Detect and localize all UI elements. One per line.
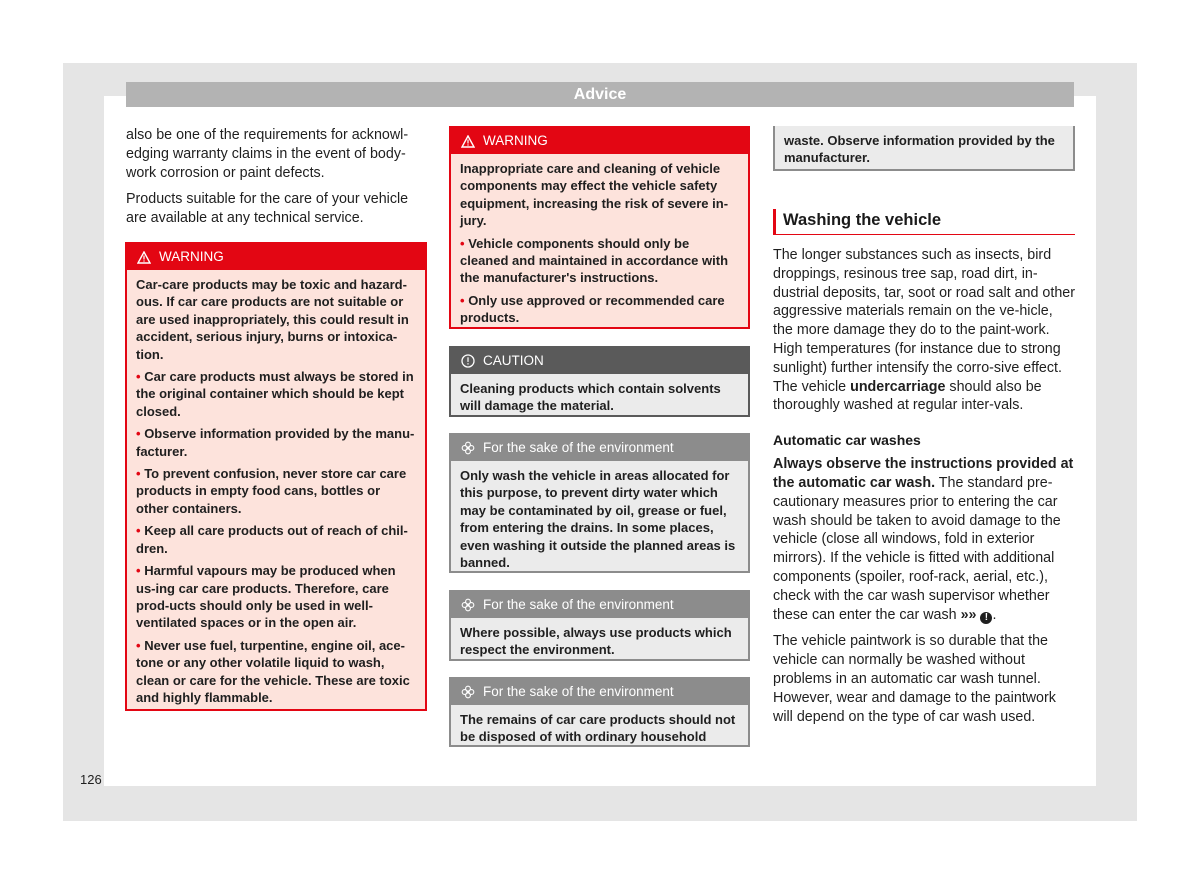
list-item: • Observe information provided by the manu-facturer. bbox=[136, 426, 415, 459]
continued-text: waste. Observe information provided by the manufacturer. bbox=[784, 133, 1055, 166]
environment-text: Where possible, always use products which respect the environment. bbox=[460, 625, 732, 658]
environment-body bbox=[451, 461, 748, 576]
list-item: • Vehicle components should only be cleaned and maintained in accordance with the manufacturer's instructions. bbox=[460, 235, 729, 286]
list-item: • Never use fuel, turpentine, engine oil, ace-tone or any other volatile liquid to wash, clean or care for the vehicle. These are toxic and highly flammable. bbox=[136, 637, 410, 705]
warning-box-care-products bbox=[125, 242, 427, 711]
environment-box-products bbox=[449, 590, 750, 661]
bullet-icon: • bbox=[460, 292, 465, 308]
warning-box-header bbox=[127, 244, 425, 270]
warning-intro: Car-care products may be toxic and hazard-ous. If car care products are not suitable or are used inappropriately, this could result in accident, serious injury, burns or intoxica-tion. bbox=[136, 277, 409, 362]
list-item: • To prevent confusion, never store car care products in empty food cans, bottles or other containers. bbox=[136, 466, 407, 516]
paintwork-paragraph: The vehicle paintwork is so durable that the vehicle can normally be washed without problems in an automatic car wash tunnel. However, wear and damage to the paintwork will depend on the type of car wash used. bbox=[773, 633, 1056, 725]
warning-title: WARNING bbox=[159, 249, 224, 264]
warning-box-header bbox=[451, 128, 748, 154]
environment-box-header bbox=[451, 592, 748, 618]
continue-arrows: »» bbox=[960, 606, 977, 623]
list-item: • Keep all care products out of reach of chil-dren. bbox=[136, 523, 408, 556]
environment-box-header bbox=[451, 435, 748, 461]
bullet-icon: • bbox=[136, 466, 141, 482]
caution-title: CAUTION bbox=[483, 353, 544, 368]
list-item: • Car care products must always be stored in the original container which should be kept closed. bbox=[136, 369, 414, 419]
environment-title: For the sake of the environment bbox=[483, 440, 674, 455]
washing-paragraph: The longer substances such as insects, bird droppings, resinous tree sap, road dirt, in-dustrial deposits, tar, soot or road salt and other aggressive materials remain on the ve-hicle, the more damage they do to the paint-work. High temperatures (for instance due to strong sunlight) further intensify the corro-sive effect. The vehicle undercarriage should also be thoroughly washed at regular inter-vals. bbox=[773, 247, 1075, 414]
environment-body bbox=[451, 705, 748, 751]
bullet-icon: • bbox=[460, 235, 465, 251]
warning-box-inappropriate-care bbox=[449, 126, 750, 329]
subhead-automatic-car-washes: Automatic car washes bbox=[773, 432, 921, 449]
flower-icon bbox=[461, 598, 475, 612]
flower-icon bbox=[461, 685, 475, 699]
caution-body bbox=[451, 374, 748, 420]
list-item: • Only use approved or recommended care products. bbox=[460, 292, 725, 326]
environment-text: Only wash the vehicle in areas allocated for this purpose, to prevent dirty water which may be contaminated by oil, grease or fuel, from entering the drains. In some places, even washing it outside the planned areas is banned. bbox=[460, 468, 736, 571]
environment-title: For the sake of the environment bbox=[483, 684, 674, 699]
warning-title: WARNING bbox=[483, 133, 548, 148]
page-number: 126 bbox=[80, 772, 102, 787]
bullet-icon: • bbox=[136, 523, 141, 539]
caution-box bbox=[449, 346, 750, 417]
column-1 bbox=[126, 126, 426, 228]
products-paragraph: Products suitable for the care of your vehicle are available at any technical service. bbox=[126, 191, 409, 227]
environment-box-header bbox=[451, 679, 748, 705]
environment-text: The remains of car care products should not be disposed of with ordinary household bbox=[460, 712, 736, 745]
bullet-icon: • bbox=[136, 426, 141, 442]
caution-text: Cleaning products which contain solvents will damage the material. bbox=[460, 381, 721, 414]
section-title-washing: Washing the vehicle bbox=[773, 209, 1075, 235]
continued-box-body bbox=[775, 126, 1073, 172]
environment-box-wash-areas bbox=[449, 433, 750, 573]
exclamation-circle-icon: ! bbox=[980, 612, 992, 624]
warning-intro: Inappropriate care and cleaning of vehicle components may effect the vehicle safety equipment, increasing the risk of severe in-jury. bbox=[460, 161, 729, 229]
bullet-icon: • bbox=[136, 563, 141, 579]
caution-circle-icon bbox=[461, 354, 475, 368]
environment-box-remains bbox=[449, 677, 750, 747]
environment-body bbox=[451, 618, 748, 664]
caution-box-header bbox=[451, 348, 748, 374]
warning-body bbox=[127, 270, 425, 711]
intro-paragraph: also be one of the requirements for acknowl-edging warranty claims in the event of body-work corrosion or paint defects. bbox=[126, 127, 409, 181]
warning-triangle-icon bbox=[137, 250, 151, 264]
list-item: • Harmful vapours may be produced when us-ing car care products. Therefore, care prod-ucts should only be used in well-ventilated spaces or in the open air. bbox=[136, 563, 396, 631]
bullet-icon: • bbox=[136, 637, 141, 653]
warning-body bbox=[451, 154, 748, 332]
bullet-icon: • bbox=[136, 369, 141, 385]
continued-box bbox=[773, 126, 1075, 171]
warning-triangle-icon bbox=[461, 134, 475, 148]
section-header: Advice bbox=[126, 82, 1074, 107]
column-3-text bbox=[773, 246, 1075, 726]
environment-title: For the sake of the environment bbox=[483, 597, 674, 612]
flower-icon bbox=[461, 441, 475, 455]
automatic-wash-paragraph: Always observe the instructions provided at the automatic car wash. The standard pre-cautionary measures prior to entering the car wash should be taken to avoid damage to the vehicle (close all windows, fold in exterior mirrors). If the vehicle is fitted with additional components (spoiler, roof-rack, aerial, etc.), check with the car wash supervisor whether these can enter the car wash »» ! . bbox=[773, 456, 1074, 623]
